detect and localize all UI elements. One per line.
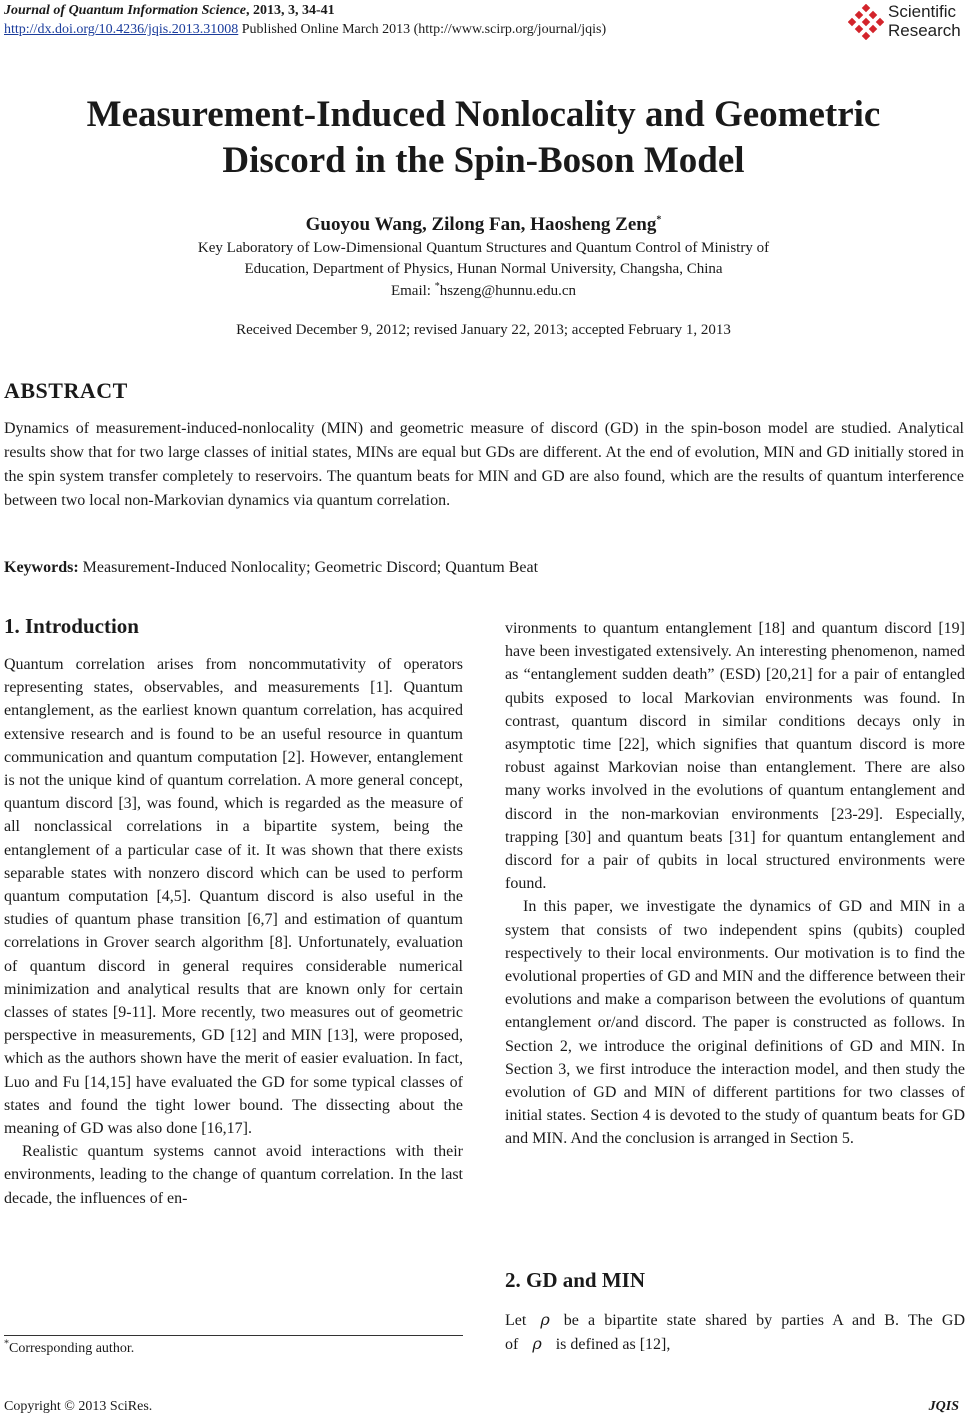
title-line-2: Discord in the Spin-Boson Model <box>222 140 745 181</box>
doi-line <box>4 21 606 39</box>
email-line <box>40 281 927 302</box>
logo-text <box>888 2 961 40</box>
keywords-list: Measurement-Induced Nonlocality; Geometric Discord; Quantum Beat <box>78 559 539 576</box>
footnote <box>4 1340 134 1358</box>
affiliation <box>40 238 927 280</box>
paper-title <box>40 92 927 184</box>
published-info: Published Online March 2013 (http://www.scirp.org/journal/jqis) <box>238 22 607 37</box>
affiliation-line-1: Key Laboratory of Low-Dimensional Quantum Structures and Quantum Control of Ministry of <box>197 240 770 256</box>
section-2-text-1: be a bipartite state shared by parties A and B. The GD of <box>505 1312 965 1354</box>
footnote-rule <box>4 1335 463 1336</box>
footnote-mark: * <box>4 1338 9 1350</box>
authors <box>40 213 927 237</box>
intro-paragraph-3: In this paper, we investigate the dynamics of GD and MIN in a system that consists of two independent spins (qubits) coupled respectively to their local environments. Our motivation is to find the evolutional properties of GD and MIN and the difference between their evolutions and make a comparison between the evolutions of quantum entanglement or/and discord. The paper is constructed as follows. In Section 2, we introduce the original definitions of GD and MIN. In Section 3, we first introduce the interaction model, and then study the evolution of GD and MIN of different partitions for two classes of initial states. Section 4 is devoted to the study of quantum beats for GD and MIN. And the conclusion is arranged in Section 5. <box>505 898 965 1148</box>
email-address[interactable]: hszeng@hunnu.edu.cn <box>439 283 577 299</box>
intro-paragraph-1: Quantum correlation arises from noncommutativity of operators representing states, observables, and measurements [1]. Quantum entanglement, as the earliest known quantum correlation, has acquired extensive research and is found to be an useful resource in quantum communication and quantum computation [2]. However, entanglement is not the unique kind of quantum correlation. A more general concept, quantum discord [3], was found, which is regarded as the measure of all nonclassical correlations in a bipartite system, being the entanglement of a particular case of it. It was shown that there exists separable states with nonzero discord which can be used to perform quantum computation [4,5]. Quantum discord is also useful in the studies of quantum phase transition [6,7] and estimation of quantum correlations in Grover search algorithm [8]. Unfortunately, evaluation of quantum discord in general requires considerable numerical minimization and analytical results that are known only for certain classes of states [9-11]. More recently, two measures out of geometric perspective in measurements, GD [12] and MIN [13], were proposed, which as the authors shown have the merit of easier evaluation. In fact, Luo and Fu [14,15] have evaluated the GD for some typical classes of states and found the tight lower bound. The dissecting about the meaning of GD was also done [16,17]. <box>4 656 463 1138</box>
rho-symbol-2: ρ <box>532 1334 542 1354</box>
publisher-logo <box>848 2 966 42</box>
submission-dates: Received December 9, 2012; revised January 22, 2013; accepted February 1, 2013 <box>236 322 731 338</box>
email-mark: * <box>434 281 440 292</box>
section-2-heading: 2. GD and MIN <box>505 1268 646 1292</box>
left-column <box>4 653 463 1210</box>
journal-abbreviation: JQIS <box>928 1399 959 1414</box>
section-1-heading: 1. Introduction <box>4 614 139 638</box>
abstract-text: Dynamics of measurement-induced-nonlocality (MIN) and geometric measure of discord (GD) in the spin-boson model are studied. Analytical results show that for two large classes of initial states, MINs are equal but GDs are different. At the end of evolution, MIN and GD initially stored in the spin system transfer completely to reservoirs. The quantum beats for MIN and GD are also found, which are the results of quantum interference between two local non-Markovian dynamics via quantum correlation. <box>4 420 964 509</box>
author-names: Guoyou Wang, Zilong Fan, Haosheng Zeng <box>305 214 657 235</box>
affiliation-line-2: Education, Department of Physics, Hunan Normal University, Changsha, China <box>244 261 723 277</box>
author-mark: * <box>656 214 662 226</box>
rho-symbol: ρ <box>540 1310 550 1329</box>
journal-citation <box>4 2 335 20</box>
email-label: Email: <box>390 283 435 299</box>
logo-line-1: Scientific <box>888 2 957 21</box>
intro-paragraph-2-cont: vironments to quantum entanglement [18] and quantum discord [19] have been investigated extensively. An interesting phenomenon, named as “entanglement sudden death” (ESD) [20,21] for a pair of entangled qubits exposed to local Markovian environments was found. In contrast, quantum discord in similar conditions decays only in asymptotic time [22], which signifies that quantum discord is more robust against Markovian noise than entanglement. There are also many works involved in the evolutions of quantum entanglement and discord in the non-markovian environments [23-29]. Especially, trapping [30] and quantum beats [31] for quantum entanglement and discord for a pair of qubits in local structured environments were found. <box>505 620 965 893</box>
journal-name: Journal of Quantum Information Science <box>4 3 246 18</box>
journal-volume: , 2013, 3, 34-41 <box>245 3 335 18</box>
logo-mark-icon <box>848 4 884 40</box>
copyright: Copyright © 2013 SciRes. <box>4 1399 153 1414</box>
right-column <box>505 617 965 1151</box>
let-word: Let <box>505 1312 527 1329</box>
section-2-text <box>505 1308 965 1356</box>
doi-link[interactable]: http://dx.doi.org/10.4236/jqis.2013.31008 <box>4 22 239 37</box>
keywords <box>4 556 964 580</box>
intro-paragraph-2: Realistic quantum systems cannot avoid interactions with their environments, leading to the change of quantum correlation. In the last decade, the influences of en- <box>4 1143 463 1207</box>
keywords-label: Keywords: <box>4 559 79 576</box>
title-line-1: Measurement-Induced Nonlocality and Geometric <box>86 94 881 135</box>
footnote-text: Corresponding author. <box>9 1341 135 1356</box>
section-2-text-2: is defined as [12], <box>555 1336 671 1354</box>
logo-line-2: Research <box>888 21 961 40</box>
abstract-heading: ABSTRACT <box>4 378 128 403</box>
